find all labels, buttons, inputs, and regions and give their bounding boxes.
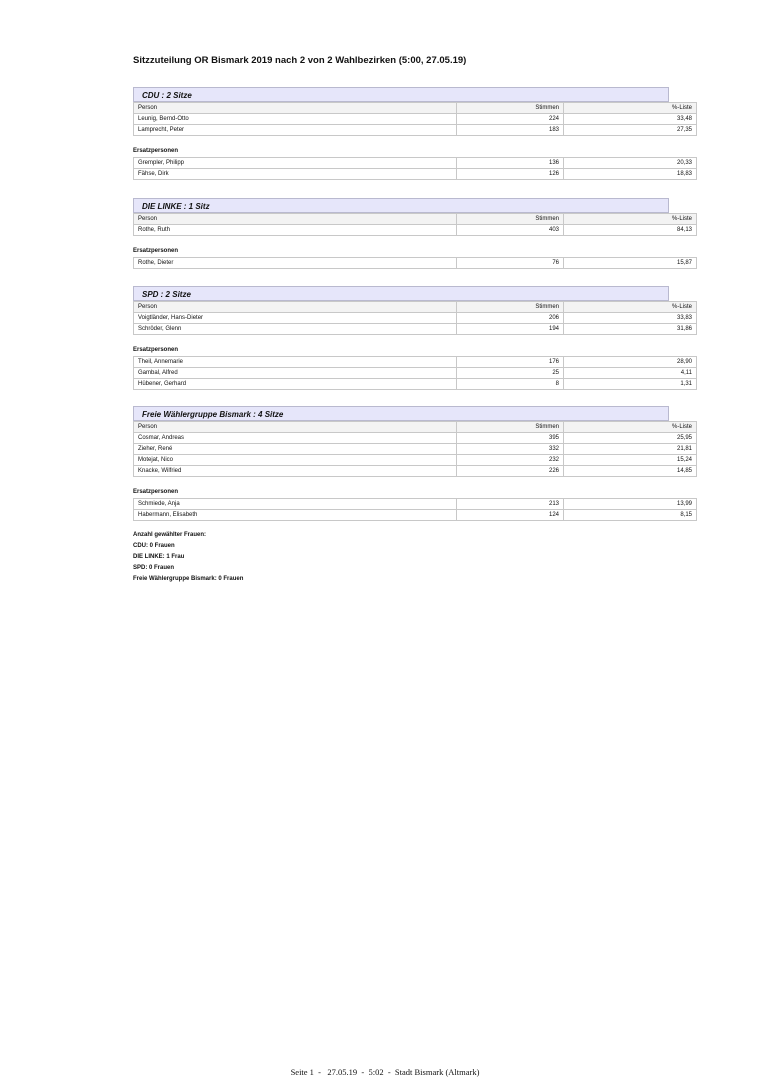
votes-value: 8 xyxy=(457,379,564,390)
col-votes: Stimmen xyxy=(457,422,564,433)
party-header: Freie Wählergruppe Bismark : 4 Sitze xyxy=(133,406,669,421)
summary-line: SPD: 0 Frauen xyxy=(133,565,175,571)
pct-value: 28,90 xyxy=(564,357,697,368)
pct-value: 33,48 xyxy=(564,114,697,125)
col-person: Person xyxy=(134,302,457,313)
votes-value: 395 xyxy=(457,433,564,444)
pct-value: 1,31 xyxy=(564,379,697,390)
summary-line: DIE LINKE: 1 Frau xyxy=(133,554,185,560)
person-name: Zieher, René xyxy=(134,444,457,455)
table-row xyxy=(134,357,697,368)
col-pct: %-Liste xyxy=(564,422,697,433)
substitutes-label: Ersatzpersonen xyxy=(133,347,179,353)
party-block-die-linke xyxy=(133,198,692,269)
page-title: Sitzzuteilung OR Bismark 2019 nach 2 von 2 Wahlbezirken (5:00, 27.05.19) xyxy=(133,55,467,66)
party-header: DIE LINKE : 1 Sitz xyxy=(133,198,669,213)
substitutes-label: Ersatzpersonen xyxy=(133,148,179,154)
col-person: Person xyxy=(134,422,457,433)
pct-value: 14,85 xyxy=(564,466,697,477)
person-name: Schröder, Glenn xyxy=(134,324,457,335)
votes-value: 76 xyxy=(457,258,564,269)
table-row xyxy=(134,510,697,521)
substitutes-label: Ersatzpersonen xyxy=(133,489,179,495)
votes-value: 136 xyxy=(457,158,564,169)
table-row xyxy=(134,466,697,477)
substitutes-table xyxy=(133,257,697,269)
col-votes: Stimmen xyxy=(457,214,564,225)
person-name: Knacke, Wilfried xyxy=(134,466,457,477)
table-row xyxy=(134,499,697,510)
person-name: Lamprecht, Peter xyxy=(134,125,457,136)
votes-value: 213 xyxy=(457,499,564,510)
votes-value: 176 xyxy=(457,357,564,368)
table-header-row xyxy=(134,422,697,433)
col-votes: Stimmen xyxy=(457,103,564,114)
person-name: Fähse, Dirk xyxy=(134,169,457,180)
table-row xyxy=(134,368,697,379)
person-name: Hübener, Gerhard xyxy=(134,379,457,390)
elected-table xyxy=(133,421,697,477)
elected-table xyxy=(133,102,697,136)
votes-value: 25 xyxy=(457,368,564,379)
votes-value: 232 xyxy=(457,455,564,466)
table-row xyxy=(134,444,697,455)
pct-value: 15,87 xyxy=(564,258,697,269)
person-name: Habermann, Elisabeth xyxy=(134,510,457,521)
votes-value: 332 xyxy=(457,444,564,455)
pct-value: 27,35 xyxy=(564,125,697,136)
party-block-freie-waehlergruppe xyxy=(133,406,692,521)
person-name: Gambal, Alfred xyxy=(134,368,457,379)
votes-value: 124 xyxy=(457,510,564,521)
person-name: Voigtländer, Hans-Dieter xyxy=(134,313,457,324)
party-header: SPD : 2 Sitze xyxy=(133,286,669,301)
votes-value: 194 xyxy=(457,324,564,335)
pct-value: 4,11 xyxy=(564,368,697,379)
person-name: Rothe, Dieter xyxy=(134,258,457,269)
person-name: Rothe, Ruth xyxy=(134,225,457,236)
table-header-row xyxy=(134,302,697,313)
person-name: Schmiede, Anja xyxy=(134,499,457,510)
pct-value: 84,13 xyxy=(564,225,697,236)
pct-value: 18,83 xyxy=(564,169,697,180)
summary-line: Freie Wählergruppe Bismark: 0 Frauen xyxy=(133,576,244,582)
substitutes-label: Ersatzpersonen xyxy=(133,248,179,254)
table-row xyxy=(134,114,697,125)
votes-value: 224 xyxy=(457,114,564,125)
votes-value: 403 xyxy=(457,225,564,236)
substitutes-table xyxy=(133,356,697,390)
col-pct: %-Liste xyxy=(564,302,697,313)
pct-value: 21,81 xyxy=(564,444,697,455)
summary-line: CDU: 0 Frauen xyxy=(133,543,175,549)
table-row xyxy=(134,313,697,324)
person-name: Cosmar, Andreas xyxy=(134,433,457,444)
table-row xyxy=(134,258,697,269)
table-header-row xyxy=(134,103,697,114)
table-header-row xyxy=(134,214,697,225)
person-name: Leunig, Bernd-Otto xyxy=(134,114,457,125)
page-footer: Seite 1 - 27.05.19 - 5:02 - Stadt Bismark (Altmark) xyxy=(290,1067,480,1077)
col-votes: Stimmen xyxy=(457,302,564,313)
votes-value: 206 xyxy=(457,313,564,324)
table-row xyxy=(134,225,697,236)
pct-value: 8,15 xyxy=(564,510,697,521)
col-person: Person xyxy=(134,214,457,225)
pct-value: 33,83 xyxy=(564,313,697,324)
table-row xyxy=(134,169,697,180)
table-row xyxy=(134,455,697,466)
pct-value: 31,86 xyxy=(564,324,697,335)
summary-heading: Anzahl gewählter Frauen: xyxy=(133,532,207,538)
pct-value: 25,95 xyxy=(564,433,697,444)
person-name: Motejat, Nico xyxy=(134,455,457,466)
person-name: Theil, Annemarie xyxy=(134,357,457,368)
table-row xyxy=(134,379,697,390)
col-pct: %-Liste xyxy=(564,103,697,114)
party-block-spd xyxy=(133,286,692,390)
elected-table xyxy=(133,301,697,335)
votes-value: 126 xyxy=(457,169,564,180)
pct-value: 13,99 xyxy=(564,499,697,510)
table-row xyxy=(134,158,697,169)
party-block-cdu xyxy=(133,87,692,180)
elected-table xyxy=(133,213,697,236)
col-person: Person xyxy=(134,103,457,114)
col-pct: %-Liste xyxy=(564,214,697,225)
women-summary xyxy=(133,530,243,585)
person-name: Grempler, Philipp xyxy=(134,158,457,169)
table-row xyxy=(134,324,697,335)
votes-value: 183 xyxy=(457,125,564,136)
substitutes-table xyxy=(133,498,697,521)
votes-value: 226 xyxy=(457,466,564,477)
substitutes-table xyxy=(133,157,697,180)
pct-value: 20,33 xyxy=(564,158,697,169)
party-header: CDU : 2 Sitze xyxy=(133,87,669,102)
pct-value: 15,24 xyxy=(564,455,697,466)
table-row xyxy=(134,125,697,136)
table-row xyxy=(134,433,697,444)
